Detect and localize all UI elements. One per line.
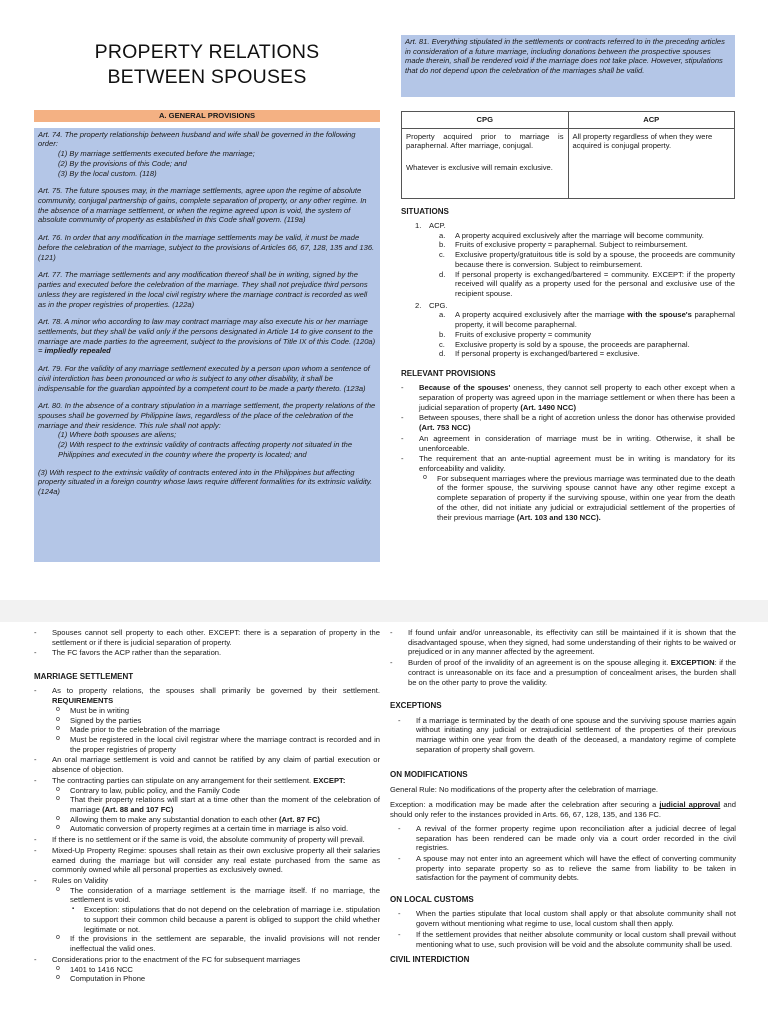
article-80: Art. 80. In the absence of a contrary stipulation in a marriage settlement, the property relations of the spouses shall be governed by Philippine laws, regardless of the place of the celebration of the marriage and their residence. This rule shall not apply: (1) Where both spouses are aliens; (2) With respect to the extrinsic validity of contracts affecting property not situated in the Philippines and executed in the country where the property is located; and (3) With respect to the extrinsic validity of contracts entered into in the Philippines but affecting property situated in a foreign country whose laws require different formalities for its extrinsic validity. (124a) xyxy=(38,401,376,496)
list-item: 1. ACP. a. A property acquired exclusively after the marriage will become community. b. Fruits of exclusive property = paraphernal. Subject to reimbursement. c. Exclusive property/gratuitous title is sold by a spouse, the proceeds are community because there is conversion. Subject to reimbursement. d. If personal property is exchanged/bartered = community. EXCEPT: if the property received will qualify as a property used for the personal and exclusive use of the recipient spouse. xyxy=(415,220,735,298)
local-customs-list xyxy=(390,909,736,949)
list-item: - If there is no settlement or if the same is void, the absolute community of property will prevail. xyxy=(34,835,365,845)
list-item: o If the provisions in the settlement are separable, the invalid provisions will not render ineffectual the valid ones. xyxy=(56,934,380,954)
right-column xyxy=(390,628,736,969)
list-item: ▪ Exception: stipulations that do not depend on the celebration of marriage i.e. stipulation to support their common child because a parent is obliged to support the child whether legitimate or not. xyxy=(72,905,380,934)
document-page-2 xyxy=(0,622,768,1024)
modifications-heading: ON MODIFICATIONS xyxy=(390,770,468,780)
list-item: o Allowing them to make any substantial donation to each other (Art. 87 FC) xyxy=(56,814,320,824)
list-item: o Signed by the parties xyxy=(56,715,142,725)
table-row xyxy=(402,128,735,198)
list-item: - Between spouses, there shall be a right of accretion unless the donor has otherwise provided (Art. 753 NCC) xyxy=(401,413,735,433)
list-item: o That their property relations will start at a time other than the moment of the celebration of marriage (Art. 88 and 107 FC) xyxy=(56,795,380,815)
relevant-provisions-heading: RELEVANT PROVISIONS xyxy=(401,369,496,379)
relevant-provisions-list xyxy=(401,383,735,522)
cpg-acp-comparison-table xyxy=(401,111,735,199)
list-item: b. Fruits of exclusive property = community xyxy=(439,329,592,339)
codal-articles-box xyxy=(34,128,380,562)
list-item: o 1401 to 1416 NCC xyxy=(56,964,133,974)
civil-interdiction-heading: CIVIL INTERDICTION xyxy=(390,955,470,965)
list-item: d. If personal property is exchanged/bartered = exclusive. xyxy=(439,349,640,359)
list-item: o Made prior to the celebration of the marriage xyxy=(56,725,220,735)
exceptions-list xyxy=(390,716,736,755)
list-item: c. Exclusive property/gratuitous title is sold by a spouse, the proceeds are community because there is conversion. Subject to reimbursement. xyxy=(439,250,735,269)
local-customs-heading: ON LOCAL CUSTOMS xyxy=(390,895,474,905)
list-item: - If found unfair and/or unreasonable, its effectivity can still be maintained if it is shown that the disadvantaged spouse, when they signed, had some understanding of their rights to be waived or prejudiced or in any manner affected by the agreement. xyxy=(390,628,736,657)
situations-heading: SITUATIONS xyxy=(401,206,449,216)
list-item: c. Exclusive property is sold by a spouse, the proceeds are paraphernal. xyxy=(439,339,690,349)
list-item: - The contracting parties can stipulate on any arrangement for their settlement. EXCEPT: o Contrary to law, public policy, and the Family Code o That their property relations will start at a time other than the moment of the celebration of marriage (Art. 88 and 107 FC) o Allowing them to make any substantial donation to each other (Art. 87 FC) o Automatic conversion of property regimes at a certain time in marriage is also void. xyxy=(34,775,380,834)
article-79: Art. 79. For the validity of any marriage settlement executed by a person upon whom a sentence of civil interdiction has been pronounced or who is subject to any other disability, it shall be indispensable for the guardian appointed by a competent court to be made a party thereto. (123a) xyxy=(38,364,370,393)
list-item: 2. CPG. a. A property acquired exclusively after the marriage with the spouse's paraphernal property, it will become paraphernal. b. Fruits of exclusive property = community c. Exclusive property is sold by a spouse, the proceeds are paraphernal. d. If personal property is exchanged/bartered = exclusive. xyxy=(415,300,735,359)
list-item: o Must be registered in the local civil registrar where the marriage contract is recorded and in the proper registries of property xyxy=(56,734,380,754)
column-header-acp: ACP xyxy=(568,112,735,129)
acp-cell: All property regardless of when they were acquired is conjugal property. xyxy=(568,128,735,198)
exception-text: Exception: a modification may be made after the celebration after securing a judicial approval and should only refer to the instances provided in Arts. 66, 67, 128, 135, and 136 FC. xyxy=(390,800,736,820)
list-item: d. If personal property is exchanged/bartered = community. EXCEPT: if the property received will qualify as a property used for the personal and exclusive use of the recipient spouse. xyxy=(439,269,735,298)
page-title: PROPERTY RELATIONS BETWEEN SPOUSES xyxy=(94,41,320,89)
list-item: - A spouse may not enter into an agreement which will have the effect of converting community property into separate property so as to relieve the same from liability to be taken in satisfaction for the payment of community debts. xyxy=(398,853,736,883)
list-item: - The FC favors the ACP rather than the separation. xyxy=(34,648,222,658)
list-item: - An agreement in consideration of marriage must be in writing. Otherwise, it shall be unenforceable. xyxy=(401,433,735,453)
column-header-cpg: CPG xyxy=(402,112,569,129)
list-item: a. A property acquired exclusively after the marriage with the spouse's paraphernal property, it will become paraphernal. xyxy=(439,310,735,330)
list-item: - When the parties stipulate that local custom shall apply or that absolute community shall not govern without mentioning what regime to use, local custom shall then apply. xyxy=(398,909,736,929)
list-item: - As to property relations, the spouses shall primarily be governed by their settlement. REQUIREMENTS o Must be in writing o Signed by the parties o Made prior to the celebration of the marriage o Must be registered in the local civil registrar where the marriage contract is recorded and in the proper registries of property xyxy=(34,686,380,754)
list-item: - If the settlement provides that neither absolute community or local custom shall prevail without mentioning what to use, such provision will be void and the absolute community shall be used. xyxy=(398,929,736,949)
article-75: Art. 75. The future spouses may, in the marriage settlements, agree upon the regime of absolute community, conjugal partnership of gains, complete separation of property, or any other regime. In the absence of a marriage settlement, or when the regime agreed upon is void, the system of absolute community of property as established in this Code shall govern. (119a) xyxy=(38,186,367,225)
right-column xyxy=(401,35,735,523)
situations-list xyxy=(401,221,735,359)
list-item: - If a marriage is terminated by the death of one spouse and the surviving spouse marries again without initiating any judicial or extrajudicial settlement of the properties of their previous marriage within one year from the death of the deceased, a mandatory regime of complete separation of property shall govern. xyxy=(398,715,736,754)
section-heading: A. GENERAL PROVISIONS xyxy=(34,110,380,122)
list-item: o Computation in Phone xyxy=(56,974,146,984)
list-item: - Spouses cannot sell property to each other. EXCEPT: there is a separation of property in the settlement or if there is judicial separation of property. xyxy=(34,628,380,647)
list-item: o Must be in writing xyxy=(56,705,130,715)
list-item: a. A property acquired exclusively after the marriage will become community. xyxy=(439,230,704,240)
article-74: Art. 74. The property relationship between husband and wife shall be governed in the following order: (1) By marriage settlements executed before the marriage; (2) By the provisions of this Code; and (3) By the local custom. (118) xyxy=(38,129,356,178)
list-item: - Mixed-Up Property Regime: spouses shall retain as their own exclusive property all their salaries earned during the marriage but will consider any real estate purchased from the same as commonly owned while all personal properties as exclusively owned. xyxy=(34,845,380,875)
list-item: b. Fruits of exclusive property = paraphernal. Subject to reimbursement. xyxy=(439,240,688,250)
marriage-settlement-heading: MARRIAGE SETTLEMENT xyxy=(34,672,134,682)
exceptions-heading: EXCEPTIONS xyxy=(390,701,442,711)
list-item: - A revival of the former property regime upon reconciliation after a judicial decree of legal separation has been rendered can be made only via a court order recorded in the civil registries. xyxy=(398,823,736,853)
list-item: o The consideration of a marriage settlement is the marriage itself. If no marriage, the settlement is void. ▪ Exception: stipulations that do not depend on the celebration of marriage i.e. stipulation to support their common child because a parent is obliged to support the child whether legitimate or not. xyxy=(56,885,380,934)
list-item: o Automatic conversion of property regimes at a certain time in marriage is also void. xyxy=(56,824,349,834)
general-rule: General Rule: No modifications of the property after the celebration of marriage. xyxy=(390,784,659,794)
left-column xyxy=(34,628,380,985)
list-item: - Because of the spouses' oneness, they cannot sell property to each other except when a separation of property was agreed upon in the marriage settlement or when there has been a judicial separation of property (Art. 1490 NCC) xyxy=(401,383,735,412)
article-76: Art. 76. In order that any modification in the marriage settlements may be valid, it must be made before the celebration of the marriage, subject to the provisions of Articles 66, 67, 128, 135 and 136. (121) xyxy=(38,233,375,262)
marriage-settlement-list xyxy=(34,686,380,984)
top-bullets xyxy=(34,628,380,658)
list-item: - Rules on Validity o The consideration of a marriage settlement is the marriage itself. If no marriage, the settlement is void. ▪ Exception: stipulations that do not depend on the celebration of marriage i.e. stipulation to support their common child because a parent is obliged to support the child whether legitimate or not. o If the provisions in the settlement are separable, the invalid provisions will not render ineffectual the valid ones. xyxy=(34,876,380,954)
article-78: Art. 78. A minor who according to law may contract marriage may also execute his or her marriage settlements, but they shall be valid only if the persons designated in Article 14 to give consent to the marriage are made parties to the agreement, subject to the provisions of Title IX of this Code. (120a) = impliedly repealed xyxy=(38,317,376,356)
list-item: - The requirement that an ante-nuptial agreement must be in writing is mandatory for its enforceability and validity. o For subsequent marriages where the previous marriage was terminated due to the death of the former spouse, the surviving spouse cannot have any other regime except a complete separation of property if the surviving spouse, within one year from the death of the other, did not initiate any judicial or extrajudicial settlement of the properties of their previous marriage (Art. 103 and 130 NCC). xyxy=(401,454,735,522)
general-provisions-section xyxy=(34,110,380,562)
validity-bullets xyxy=(390,628,736,687)
list-item: - Burden of proof of the invalidity of an agreement is on the spouse alleging it. EXCEPTION: if the contract is unreasonable on its face and a presumption of concealment arises, the burden shall be on the other party to prove the validity. xyxy=(390,658,736,687)
list-item: o Contrary to law, public policy, and the Family Code xyxy=(56,785,240,795)
article-81: Art. 81. Everything stipulated in the settlements or contracts referred to in the preceding articles in consideration of a future marriage, including donations between the prospective spouses made therein, shall be rendered void if the marriage does not take place. However, stipulations that do not depend upon the celebration of the marriages shall be valid. xyxy=(401,35,735,97)
modifications-list xyxy=(390,824,736,883)
list-item: - An oral marriage settlement is void and cannot be ratified by any claim of partial execution or absence of objection. xyxy=(34,755,380,775)
table-header-row xyxy=(402,112,735,129)
list-item: o For subsequent marriages where the previous marriage was terminated due to the death of the former spouse, the surviving spouse cannot have any other regime except a complete separation of property if the surviving spouse, within one year from the death of the other, did not initiate any judicial or extrajudicial settlement of the properties of their previous marriage (Art. 103 and 130 NCC). xyxy=(423,473,735,522)
cpg-cell: Property acquired prior to marriage is paraphernal. After marriage, conjugal. Whatever is exclusive will remain exclusive. xyxy=(402,128,569,198)
list-item: - Considerations prior to the enactment of the FC for subsequent marriages o 1401 to 1416 NCC o Computation in Phone xyxy=(34,955,380,984)
article-77: Art. 77. The marriage settlements and any modification thereof shall be in writing, signed by the parties and executed before the celebration of the marriage. They shall not prejudice third persons unless they are registered in the local civil registry where the marriage contract is recorded as well as in the proper registries of properties. (122a) xyxy=(38,270,368,309)
left-column xyxy=(34,40,380,91)
page-gap xyxy=(0,600,768,622)
